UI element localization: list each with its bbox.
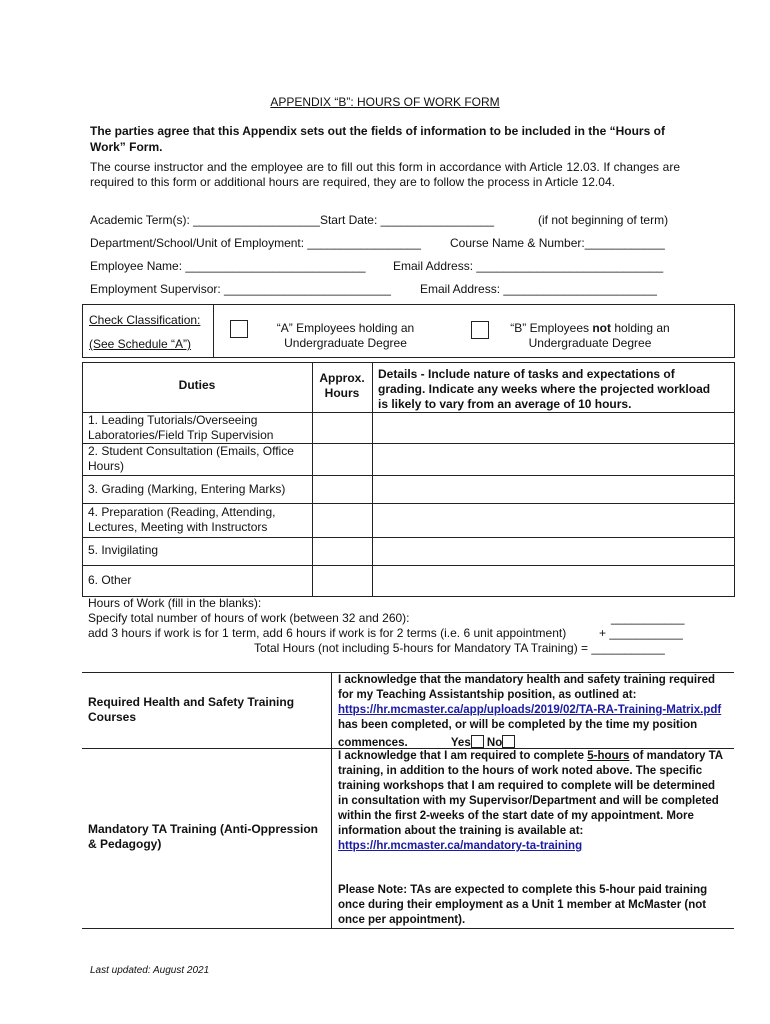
mandatory-ta-pre: I acknowledge that I am required to complete xyxy=(338,750,588,762)
yes-checkbox[interactable] xyxy=(471,735,484,748)
health-safety-label: Required Health and Safety Training Courses xyxy=(88,695,295,724)
duty-row-4: 4. Preparation (Reading, Attending, Lectures, Meeting with Instructors xyxy=(88,505,276,534)
employee-email-field[interactable]: Email Address: ____________________________ xyxy=(393,259,664,273)
last-updated: Last updated: August 2021 xyxy=(90,965,210,976)
hours-header xyxy=(312,371,372,401)
hours-total-blank[interactable]: ___________ xyxy=(611,611,685,625)
hours-heading: Hours of Work (fill in the blanks): xyxy=(88,596,262,610)
option-b-checkbox[interactable] xyxy=(471,321,489,339)
instructions-paragraph: The course instructor and the employee are to fill out this form in accordance with Article 12.03. If changes are required to this form or additional hours are required, they are to follow the process in Article 12.04. xyxy=(90,160,680,189)
option-b-pre: “B” Employees xyxy=(510,321,593,335)
duty-row-2: 2. Student Consultation (Emails, Office Hours) xyxy=(88,444,294,473)
option-a-label xyxy=(258,321,433,351)
no-checkbox[interactable] xyxy=(502,735,515,748)
hours-header-line1: Approx. xyxy=(319,371,365,385)
duty-row-1: 1. Leading Tutorials/Overseeing Laboratories/Field Trip Supervision xyxy=(88,413,274,442)
health-safety-after: has been completed, or will be completed by the time my position commences. xyxy=(338,719,698,749)
mandatory-ta-text xyxy=(338,749,723,854)
no-label: No xyxy=(486,737,503,749)
row-divider-3 xyxy=(82,503,734,504)
total-hours-line[interactable]: Total Hours (not including 5-hours for Mandatory TA Training) = ___________ xyxy=(254,641,665,655)
health-safety-text xyxy=(338,673,728,751)
option-b-post: holding an xyxy=(610,321,670,335)
option-b-label xyxy=(500,321,680,351)
schedule-reference: (See Schedule “A”) xyxy=(89,337,192,351)
row-divider-5 xyxy=(82,565,734,566)
details-header: Details - Include nature of tasks and expectations of grading. Indicate any weeks where the projected workload is likely to vary from an average of 10 hours. xyxy=(378,367,711,411)
classification-divider xyxy=(213,304,214,357)
mandatory-ta-link[interactable]: https://hr.mcmaster.ca/mandatory-ta-training xyxy=(338,840,583,852)
option-b-bold: not xyxy=(592,321,611,335)
mandatory-ta-label: Mandatory TA Training (Anti-Oppression & Pedagogy) xyxy=(88,822,319,851)
department-line xyxy=(90,236,680,250)
duties-col-divider-2 xyxy=(372,362,373,596)
hours-header-line2: Hours xyxy=(324,386,360,400)
employee-name-field[interactable]: Employee Name: ___________________________ xyxy=(90,259,366,273)
duty-row-5: 5. Invigilating xyxy=(88,543,159,557)
row-divider-2 xyxy=(82,475,734,476)
intro-text: The parties agree that this Appendix sets out the fields of information to be included in the “Hours of Work” Form. xyxy=(90,124,665,154)
supervisor-line xyxy=(90,282,680,296)
option-a-line1: “A” Employees holding an xyxy=(276,321,415,335)
course-field[interactable]: Course Name & Number:____________ xyxy=(450,236,665,250)
training-note: Please Note: TAs are expected to complete this 5-hour paid training once during their employment as a Unit 1 member at McMaster (not once per appointment). xyxy=(338,884,708,926)
mandatory-ta-body: of mandatory TA training, in addition to the hours of work noted above. The specific training workshops that I am required to complete will be determined in consultation with my Supervisor/Department and will be completed within the first 2-weeks of the start date of my appointment. More information about the training is available at: xyxy=(338,750,723,837)
hours-term-blank[interactable]: + ___________ xyxy=(599,626,683,640)
option-a-line2: Undergraduate Degree xyxy=(284,336,407,350)
yes-label: Yes xyxy=(450,737,471,749)
start-date-field[interactable]: Start Date: _________________ xyxy=(319,213,495,227)
training-table-bottom xyxy=(82,928,734,929)
page-title: APPENDIX “B”: HOURS OF WORK FORM xyxy=(270,95,500,109)
hours-total-instruction: Specify total number of hours of work (between 32 and 260): xyxy=(88,611,410,625)
option-a-checkbox[interactable] xyxy=(230,320,248,338)
term-line xyxy=(90,213,680,227)
check-classification-label: Check Classification: xyxy=(89,313,201,327)
duties-header: Duties xyxy=(178,378,216,392)
training-col-divider xyxy=(331,672,332,928)
start-date-note: (if not beginning of term) xyxy=(538,213,669,227)
duty-row-6: 6. Other xyxy=(88,573,132,587)
row-divider-4 xyxy=(82,537,734,538)
supervisor-email-field[interactable]: Email Address: _______________________ xyxy=(420,282,657,296)
mandatory-ta-hours: 5-hours xyxy=(587,750,630,762)
hours-term-instruction: add 3 hours if work is for 1 term, add 6 hours if work is for 2 terms (i.e. 6 unit appointment) xyxy=(88,626,567,640)
duty-row-3: 3. Grading (Marking, Entering Marks) xyxy=(88,482,286,496)
supervisor-field[interactable]: Employment Supervisor: _________________________ xyxy=(90,282,391,296)
option-b-line2: Undergraduate Degree xyxy=(528,336,652,350)
training-matrix-link[interactable]: https://hr.mcmaster.ca/app/uploads/2019/02/TA-RA-Training-Matrix.pdf xyxy=(338,704,722,716)
academic-term-field[interactable]: Academic Term(s): ___________________ xyxy=(90,213,320,227)
health-safety-ack: I acknowledge that the mandatory health and safety training required for my Teaching Assistantship position, as outlined at: xyxy=(338,674,716,701)
option-b-line1 xyxy=(500,321,680,336)
department-field[interactable]: Department/School/Unit of Employment: _________________ xyxy=(90,236,421,250)
employee-line xyxy=(90,259,680,273)
